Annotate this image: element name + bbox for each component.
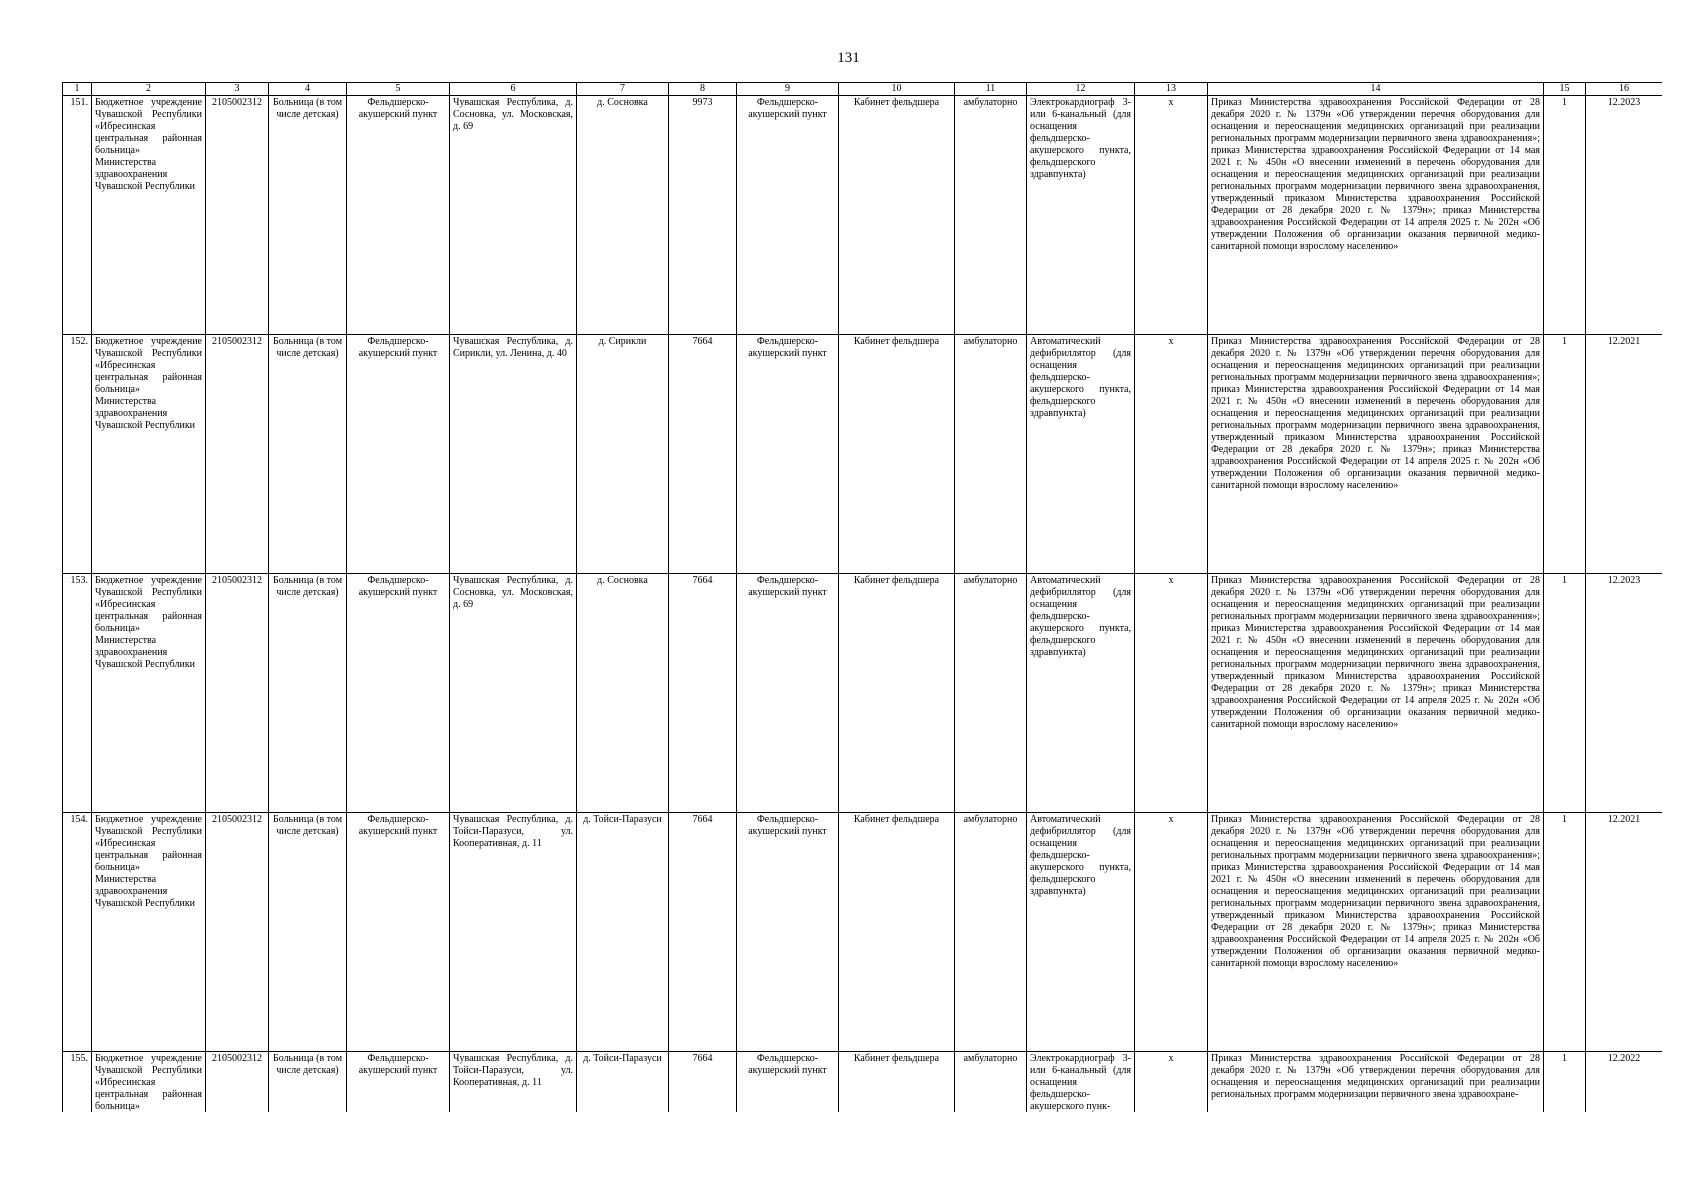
organization-type: Больница (в том числе детская) <box>269 1052 347 1113</box>
subdivision: Фельдшерско-акушерский пункт <box>347 1052 450 1113</box>
code: 7664 <box>669 335 737 574</box>
unit: Фельдшерско-акушерский пункт <box>737 813 839 1052</box>
quantity: 1 <box>1544 96 1586 335</box>
inn: 2105002312 <box>206 96 269 335</box>
column-header: 10 <box>839 83 955 96</box>
page-number: 131 <box>837 50 860 66</box>
care-form: амбулаторно <box>955 1052 1027 1113</box>
mark: х <box>1135 574 1208 813</box>
row-number: 154. <box>63 813 92 1052</box>
subdivision: Фельдшерско-акушерский пункт <box>347 96 450 335</box>
row-number: 155. <box>63 1052 92 1113</box>
column-header: 3 <box>206 83 269 96</box>
room: Кабинет фельдшера <box>839 813 955 1052</box>
column-header: 8 <box>669 83 737 96</box>
equipment-name: Автоматический дефибриллятор (для оснащения фельдшерско-акушерского пункта, фельдшерского здравпункта) <box>1027 335 1135 574</box>
address: Чувашская Республика, д. Сирикли, ул. Ленина, д. 40 <box>450 335 577 574</box>
mark: х <box>1135 335 1208 574</box>
address: Чувашская Республика, д. Сосновка, ул. Московская, д. 69 <box>450 574 577 813</box>
date: 12.2021 <box>1586 335 1663 574</box>
subdivision: Фельдшерско-акушерский пункт <box>347 335 450 574</box>
room: Кабинет фельдшера <box>839 96 955 335</box>
unit: Фельдшерско-акушерский пункт <box>737 335 839 574</box>
date: 12.2023 <box>1586 96 1663 335</box>
care-form: амбулаторно <box>955 335 1027 574</box>
row-number: 153. <box>63 574 92 813</box>
column-header: 15 <box>1544 83 1586 96</box>
room: Кабинет фельдшера <box>839 335 955 574</box>
legal-basis: Приказ Министерства здравоохранения Российской Федерации от 28 декабря 2020 г. № 1379н «Об утверждении перечня оборудования для оснащения и переоснащения медицинских организаций при реализации региональных программ модернизации первичного звена здравоохранения»; приказ Министерства здравоохранения Российской Федерации от 14 мая 2021 г. № 450н «О внесении изменений в перечень оборудования для оснащения и переоснащения медицинских организаций при реализации региональных программ модернизации первичного звена здравоохранения, утвержденный приказом Министерства здравоохранения Российской Федерации от 28 декабря 2020 г. № 1379н»; приказ Министерства здравоохранения Российской Федерации от 14 апреля 2025 г. № 202н «Об утверждении Положения об организации оказания первичной медико-санитарной помощи взрослому населению» <box>1208 813 1544 1052</box>
mark: х <box>1135 813 1208 1052</box>
code: 7664 <box>669 1052 737 1113</box>
table-row <box>63 96 1663 335</box>
column-header: 2 <box>92 83 206 96</box>
organization-name: Бюджетное учреждение Чувашской Республики «Ибресинская центральная районная больница» Министерства здравоохранения Чувашской Республики <box>92 574 206 813</box>
quantity: 1 <box>1544 813 1586 1052</box>
date: 12.2023 <box>1586 574 1663 813</box>
row-number: 152. <box>63 335 92 574</box>
care-form: амбулаторно <box>955 574 1027 813</box>
column-header: 16 <box>1586 83 1663 96</box>
care-form: амбулаторно <box>955 813 1027 1052</box>
address: Чувашская Республика, д. Сосновка, ул. Московская, д. 69 <box>450 96 577 335</box>
table-row <box>63 335 1663 574</box>
date: 12.2022 <box>1586 1052 1663 1113</box>
column-header: 6 <box>450 83 577 96</box>
subdivision: Фельдшерско-акушерский пункт <box>347 574 450 813</box>
settlement: д. Тойси-Паразуси <box>577 1052 669 1113</box>
code: 9973 <box>669 96 737 335</box>
settlement: д. Сосновка <box>577 574 669 813</box>
row-number: 151. <box>63 96 92 335</box>
inn: 2105002312 <box>206 813 269 1052</box>
column-header: 9 <box>737 83 839 96</box>
inn: 2105002312 <box>206 574 269 813</box>
column-header: 7 <box>577 83 669 96</box>
equipment-table <box>62 82 1662 1112</box>
mark: х <box>1135 96 1208 335</box>
settlement: д. Тойси-Паразуси <box>577 813 669 1052</box>
date: 12.2021 <box>1586 813 1663 1052</box>
code: 7664 <box>669 574 737 813</box>
column-header: 5 <box>347 83 450 96</box>
column-header: 14 <box>1208 83 1544 96</box>
organization-name: Бюджетное учреждение Чувашской Республики «Ибресинская центральная районная больница» Министерства здравоохранения Чувашской Республики <box>92 96 206 335</box>
quantity: 1 <box>1544 1052 1586 1113</box>
equipment-name: Электрокардиограф 3- или 6-канальный (для оснащения фельдшерско-акушерского пункта, фельдшерского здравпункта) <box>1027 96 1135 335</box>
column-header: 4 <box>269 83 347 96</box>
settlement: д. Сосновка <box>577 96 669 335</box>
equipment-name: Автоматический дефибриллятор (для оснащения фельдшерско-акушерского пункта, фельдшерского здравпункта) <box>1027 813 1135 1052</box>
legal-basis: Приказ Министерства здравоохранения Российской Федерации от 28 декабря 2020 г. № 1379н «Об утверждении перечня оборудования для оснащения и переоснащения медицинских организаций при реализации региональных программ модернизации первичного звена здравоохранения»; приказ Министерства здравоохранения Российской Федерации от 14 мая 2021 г. № 450н «О внесении изменений в перечень оборудования для оснащения и переоснащения медицинских организаций при реализации региональных программ модернизации первичного звена здравоохранения, утвержденный приказом Министерства здравоохранения Российской Федерации от 28 декабря 2020 г. № 1379н»; приказ Министерства здравоохранения Российской Федерации от 14 апреля 2025 г. № 202н «Об утверждении Положения об организации оказания первичной медико-санитарной помощи взрослому населению» <box>1208 96 1544 335</box>
organization-type: Больница (в том числе детская) <box>269 96 347 335</box>
room: Кабинет фельдшера <box>839 1052 955 1113</box>
column-header: 13 <box>1135 83 1208 96</box>
equipment-name: Электрокардиограф 3- или 6-канальный (для оснащения фельдшерско-акушерского пунк- <box>1027 1052 1135 1113</box>
table-row <box>63 574 1663 813</box>
organization-type: Больница (в том числе детская) <box>269 335 347 574</box>
care-form: амбулаторно <box>955 96 1027 335</box>
column-number-row <box>63 83 1663 96</box>
mark: х <box>1135 1052 1208 1113</box>
organization-name: Бюджетное учреждение Чувашской Республики «Ибресинская центральная районная больница» Министерства здравоохранения Чувашской Республики <box>92 335 206 574</box>
address: Чувашская Республика, д. Тойси-Паразуси, ул. Кооперативная, д. 11 <box>450 1052 577 1113</box>
quantity: 1 <box>1544 335 1586 574</box>
legal-basis: Приказ Министерства здравоохранения Российской Федерации от 28 декабря 2020 г. № 1379н «Об утверждении перечня оборудования для оснащения и переоснащения медицинских организаций при реализации региональных программ модернизации первичного звена здравоохранения»; приказ Министерства здравоохранения Российской Федерации от 14 мая 2021 г. № 450н «О внесении изменений в перечень оборудования для оснащения и переоснащения медицинских организаций при реализации региональных программ модернизации первичного звена здравоохранения, утвержденный приказом Министерства здравоохранения Российской Федерации от 28 декабря 2020 г. № 1379н»; приказ Министерства здравоохранения Российской Федерации от 14 апреля 2025 г. № 202н «Об утверждении Положения об организации оказания первичной медико-санитарной помощи взрослому населению» <box>1208 574 1544 813</box>
organization-type: Больница (в том числе детская) <box>269 813 347 1052</box>
quantity: 1 <box>1544 574 1586 813</box>
unit: Фельдшерско-акушерский пункт <box>737 1052 839 1113</box>
room: Кабинет фельдшера <box>839 574 955 813</box>
inn: 2105002312 <box>206 335 269 574</box>
code: 7664 <box>669 813 737 1052</box>
organization-type: Больница (в том числе детская) <box>269 574 347 813</box>
unit: Фельдшерско-акушерский пункт <box>737 96 839 335</box>
inn: 2105002312 <box>206 1052 269 1113</box>
unit: Фельдшерско-акушерский пункт <box>737 574 839 813</box>
column-header: 12 <box>1027 83 1135 96</box>
table-row <box>63 1052 1663 1113</box>
table-row <box>63 813 1663 1052</box>
equipment-name: Автоматический дефибриллятор (для оснащения фельдшерско-акушерского пункта, фельдшерского здравпункта) <box>1027 574 1135 813</box>
column-header: 11 <box>955 83 1027 96</box>
column-header: 1 <box>63 83 92 96</box>
organization-name: Бюджетное учреждение Чувашской Республики «Ибресинская центральная районная больница» <box>92 1052 206 1113</box>
legal-basis: Приказ Министерства здравоохранения Российской Федерации от 28 декабря 2020 г. № 1379н «Об утверждении перечня оборудования для оснащения и переоснащения медицинских организаций при реализации региональных программ модернизации первичного звена здравоохране- <box>1208 1052 1544 1113</box>
address: Чувашская Республика, д. Тойси-Паразуси, ул. Кооперативная, д. 11 <box>450 813 577 1052</box>
subdivision: Фельдшерско-акушерский пункт <box>347 813 450 1052</box>
equipment-table-sheet <box>62 82 1662 1112</box>
organization-name: Бюджетное учреждение Чувашской Республики «Ибресинская центральная районная больница» Министерства здравоохранения Чувашской Республики <box>92 813 206 1052</box>
legal-basis: Приказ Министерства здравоохранения Российской Федерации от 28 декабря 2020 г. № 1379н «Об утверждении перечня оборудования для оснащения и переоснащения медицинских организаций при реализации региональных программ модернизации первичного звена здравоохранения»; приказ Министерства здравоохранения Российской Федерации от 14 мая 2021 г. № 450н «О внесении изменений в перечень оборудования для оснащения и переоснащения медицинских организаций при реализации региональных программ модернизации первичного звена здравоохранения, утвержденный приказом Министерства здравоохранения Российской Федерации от 28 декабря 2020 г. № 1379н»; приказ Министерства здравоохранения Российской Федерации от 14 апреля 2025 г. № 202н «Об утверждении Положения об организации оказания первичной медико-санитарной помощи взрослому населению» <box>1208 335 1544 574</box>
settlement: д. Сирикли <box>577 335 669 574</box>
